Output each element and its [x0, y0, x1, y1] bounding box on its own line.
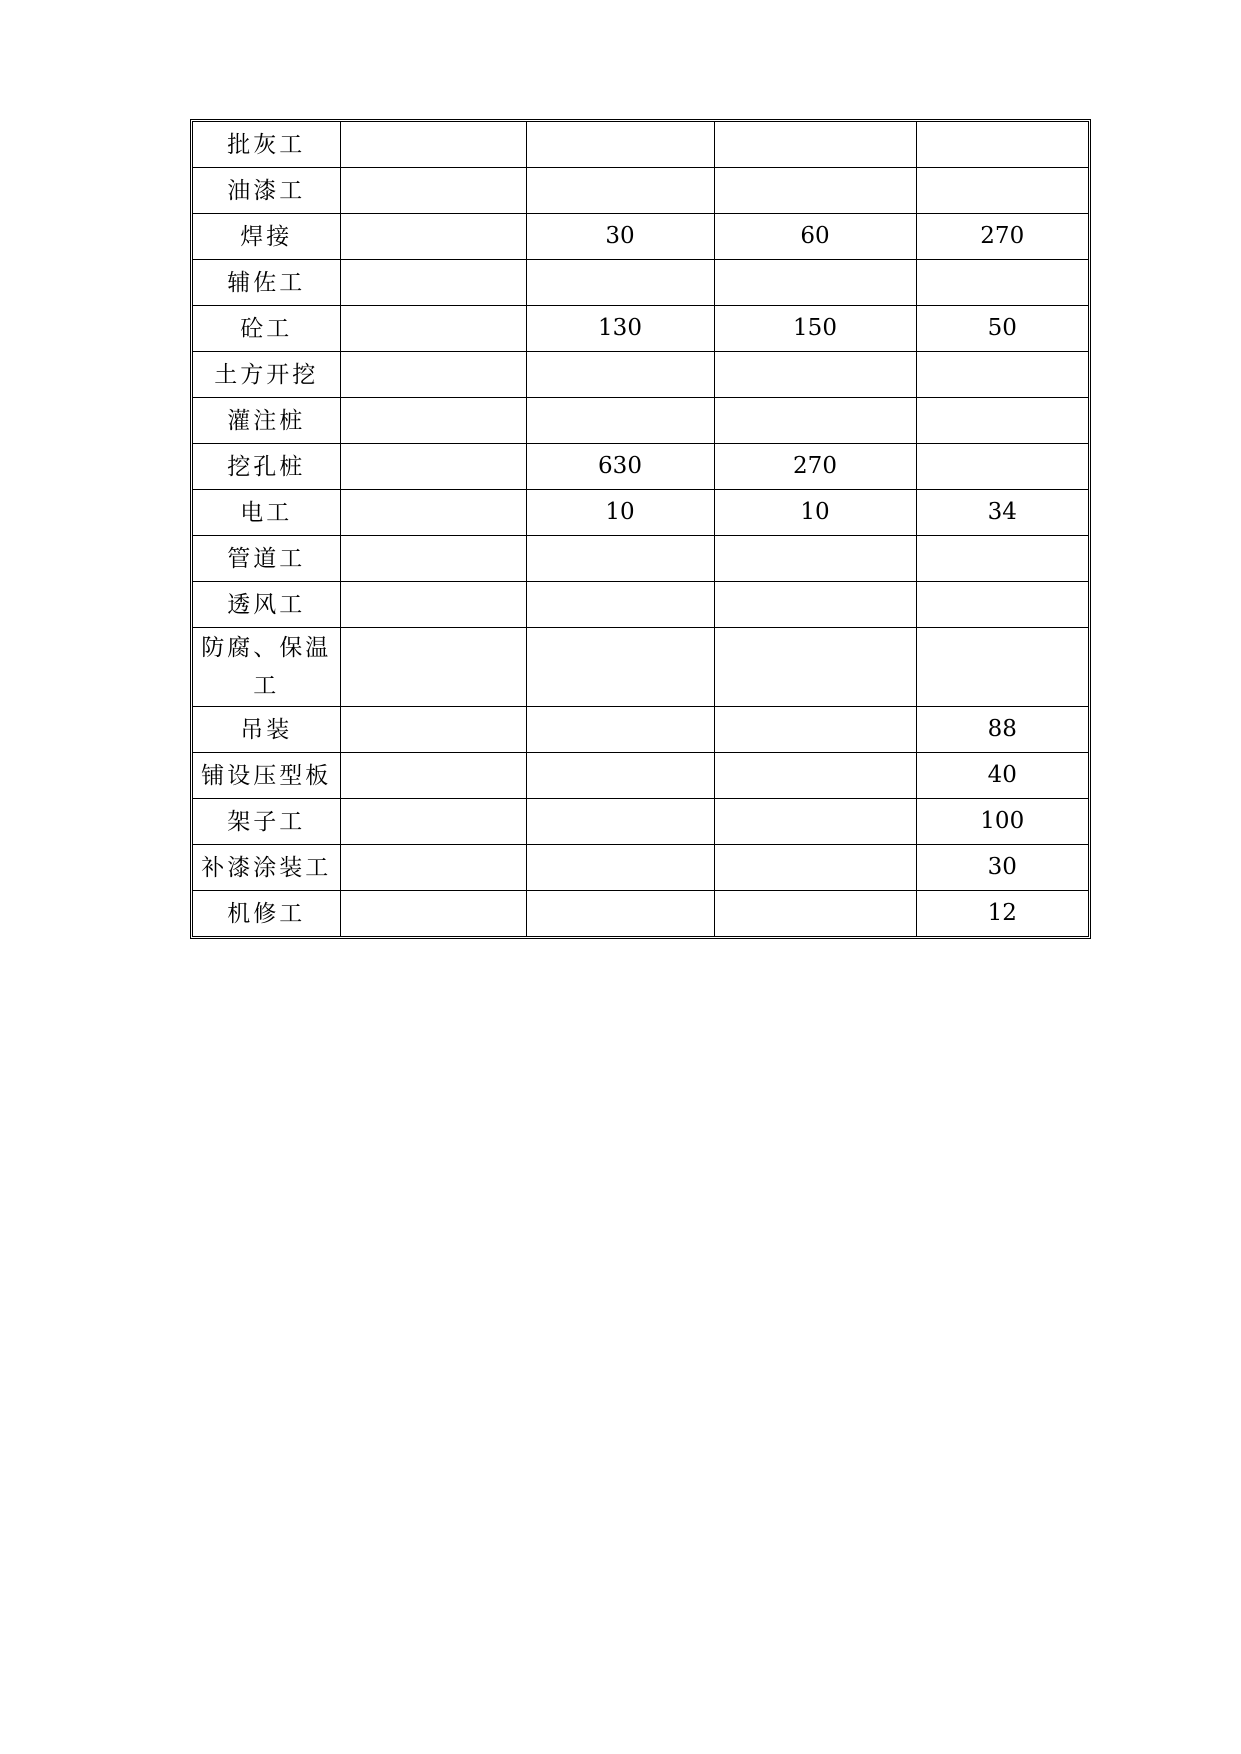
value-cell: 40: [916, 753, 1088, 799]
value-cell: 10: [526, 490, 714, 536]
value-cell: [526, 753, 714, 799]
value-cell: [714, 891, 916, 937]
value-cell: 130: [526, 306, 714, 352]
value-cell: [340, 707, 526, 753]
value-cell: [714, 582, 916, 628]
table-row: [193, 536, 1088, 582]
trade-name-cell: 机修工: [193, 891, 340, 937]
value-cell: [714, 122, 916, 168]
value-cell: [916, 536, 1088, 582]
table-row: [193, 398, 1088, 444]
value-cell: [916, 444, 1088, 490]
value-cell: [340, 536, 526, 582]
value-cell: 270: [916, 214, 1088, 260]
value-cell: 30: [526, 214, 714, 260]
value-cell: [916, 122, 1088, 168]
trade-name-cell: 焊接: [193, 214, 340, 260]
value-cell: 100: [916, 799, 1088, 845]
table-row: [193, 490, 1088, 536]
trade-name-cell: 灌注桩: [193, 398, 340, 444]
trade-name-cell: 补漆涂装工: [193, 845, 340, 891]
value-cell: [714, 260, 916, 306]
labor-table: [193, 122, 1088, 936]
value-cell: [340, 753, 526, 799]
value-cell: [714, 628, 916, 707]
value-cell: [526, 845, 714, 891]
table-row: [193, 582, 1088, 628]
value-cell: [526, 536, 714, 582]
value-cell: [340, 799, 526, 845]
value-cell: [916, 352, 1088, 398]
table-row: [193, 352, 1088, 398]
trade-name-cell: 油漆工: [193, 168, 340, 214]
trade-name-cell: 挖孔桩: [193, 444, 340, 490]
value-cell: [340, 490, 526, 536]
value-cell: [526, 168, 714, 214]
value-cell: 630: [526, 444, 714, 490]
table-row: [193, 799, 1088, 845]
value-cell: 270: [714, 444, 916, 490]
value-cell: [526, 352, 714, 398]
value-cell: [340, 628, 526, 707]
table-row: [193, 628, 1088, 707]
value-cell: [526, 799, 714, 845]
trade-name-cell: 电工: [193, 490, 340, 536]
value-cell: [526, 582, 714, 628]
table-row: [193, 753, 1088, 799]
table-row: [193, 891, 1088, 937]
value-cell: 60: [714, 214, 916, 260]
value-cell: [714, 168, 916, 214]
value-cell: [714, 536, 916, 582]
trade-name-cell: 批灰工: [193, 122, 340, 168]
value-cell: [340, 891, 526, 937]
trade-name-cell: 吊装: [193, 707, 340, 753]
trade-name-cell: 辅佐工: [193, 260, 340, 306]
table-row: [193, 707, 1088, 753]
value-cell: 30: [916, 845, 1088, 891]
table-row: [193, 122, 1088, 168]
value-cell: [714, 845, 916, 891]
table-row: [193, 444, 1088, 490]
value-cell: [916, 582, 1088, 628]
value-cell: 10: [714, 490, 916, 536]
value-cell: [340, 168, 526, 214]
value-cell: [714, 707, 916, 753]
value-cell: [916, 398, 1088, 444]
value-cell: [340, 444, 526, 490]
value-cell: [340, 214, 526, 260]
table-row: [193, 845, 1088, 891]
trade-name-cell: 防腐、保温工: [193, 628, 340, 707]
value-cell: [916, 168, 1088, 214]
value-cell: [340, 306, 526, 352]
value-cell: [340, 398, 526, 444]
trade-name-cell: 铺设压型板: [193, 753, 340, 799]
trade-name-cell: 土方开挖: [193, 352, 340, 398]
value-cell: [714, 799, 916, 845]
value-cell: 150: [714, 306, 916, 352]
labor-table-frame: [190, 119, 1091, 939]
value-cell: [714, 398, 916, 444]
value-cell: [340, 122, 526, 168]
value-cell: [340, 352, 526, 398]
value-cell: 50: [916, 306, 1088, 352]
trade-name-cell: 管道工: [193, 536, 340, 582]
value-cell: [526, 260, 714, 306]
table-row: [193, 260, 1088, 306]
value-cell: [340, 845, 526, 891]
value-cell: [526, 891, 714, 937]
table-row: [193, 306, 1088, 352]
trade-name-cell: 砼工: [193, 306, 340, 352]
value-cell: 12: [916, 891, 1088, 937]
trade-name-cell: 架子工: [193, 799, 340, 845]
trade-name-cell: 透风工: [193, 582, 340, 628]
value-cell: [340, 260, 526, 306]
value-cell: [526, 398, 714, 444]
value-cell: 34: [916, 490, 1088, 536]
table-row: [193, 214, 1088, 260]
value-cell: [526, 122, 714, 168]
value-cell: [526, 628, 714, 707]
value-cell: [526, 707, 714, 753]
value-cell: 88: [916, 707, 1088, 753]
value-cell: [916, 628, 1088, 707]
value-cell: [340, 582, 526, 628]
value-cell: [714, 352, 916, 398]
value-cell: [916, 260, 1088, 306]
table-row: [193, 168, 1088, 214]
value-cell: [714, 753, 916, 799]
